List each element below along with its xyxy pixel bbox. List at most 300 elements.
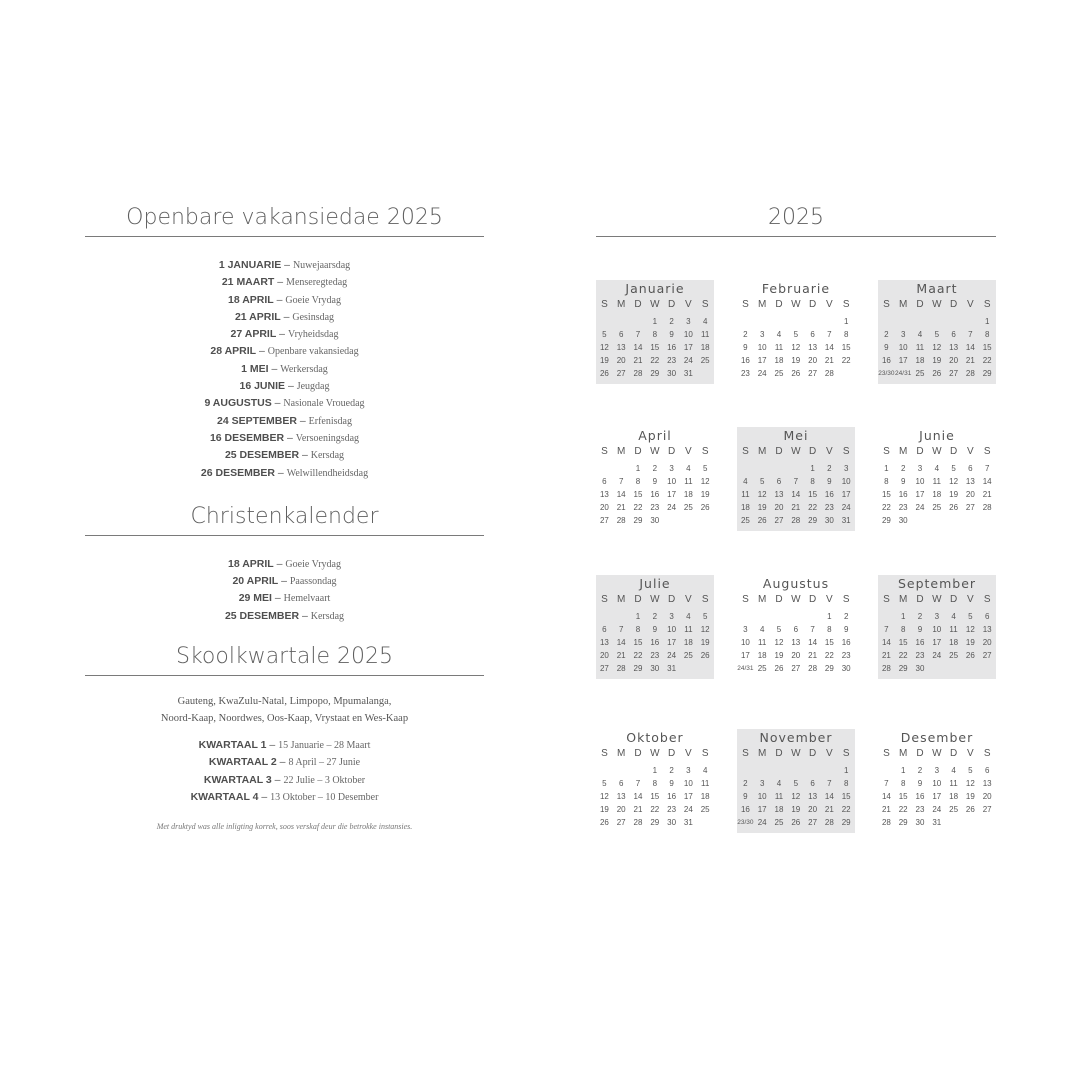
day-cell: 7 bbox=[827, 330, 832, 339]
day-cell: 7 bbox=[984, 464, 990, 473]
day-cell: 16 bbox=[915, 638, 925, 647]
list-item bbox=[85, 430, 484, 447]
day-cell: 19 bbox=[965, 638, 975, 647]
weekday-label: W bbox=[650, 446, 660, 457]
weekday-label: S bbox=[701, 299, 709, 310]
day-cell: 3 bbox=[843, 464, 849, 473]
day-cell: 9 bbox=[652, 477, 658, 486]
item-date: 28 APRIL bbox=[210, 345, 257, 358]
week-row bbox=[878, 636, 996, 649]
day-cell: 20 bbox=[616, 356, 626, 365]
day-cell: 16 bbox=[667, 343, 677, 352]
weekday-header bbox=[878, 746, 996, 762]
day-cell: 13 bbox=[599, 638, 609, 647]
day-cell: 21 bbox=[824, 356, 834, 365]
day-cell: 7 bbox=[793, 477, 799, 486]
day-cell: 26 bbox=[599, 818, 609, 827]
day-cell: 7 bbox=[884, 625, 889, 634]
weekday-label: D bbox=[916, 446, 924, 457]
day-cell: 21 bbox=[824, 805, 834, 814]
month-september bbox=[878, 575, 996, 679]
day-cell: 5 bbox=[602, 779, 607, 788]
day-cell: 18 bbox=[949, 792, 959, 801]
day-cell: 3 bbox=[917, 464, 923, 473]
empty-day-cell bbox=[928, 662, 945, 675]
day-cell: 10 bbox=[932, 779, 942, 788]
day-cell: 5 bbox=[968, 766, 973, 775]
weekday-label: D bbox=[634, 299, 642, 310]
day-cell: 7 bbox=[635, 330, 641, 339]
day-cell: 2 bbox=[827, 464, 832, 473]
day-cell: 27 bbox=[982, 651, 992, 660]
day-cell: 18 bbox=[774, 805, 784, 814]
day-cell: 27 bbox=[982, 805, 992, 814]
week-row bbox=[737, 764, 855, 777]
item-date: KWARTAAL 4 bbox=[190, 790, 259, 803]
school-regions-line: Noord-Kaap, Noordwes, Oos-Kaap, Vrystaat en Wes-Kaap bbox=[160, 713, 409, 725]
day-cell: 16 bbox=[824, 490, 834, 499]
day-cell: 22 bbox=[898, 805, 908, 814]
week-row bbox=[737, 623, 855, 636]
school-regions bbox=[85, 693, 484, 727]
item-date: 21 APRIL bbox=[234, 310, 281, 323]
day-cell: 1 bbox=[884, 464, 889, 473]
weekday-label: W bbox=[650, 299, 660, 310]
day-cell: 18 bbox=[932, 490, 942, 499]
day-cell: 14 bbox=[633, 343, 643, 352]
day-cell: 20 bbox=[599, 503, 609, 512]
month-name: Oktober bbox=[626, 730, 684, 745]
day-cell: 14 bbox=[881, 638, 891, 647]
day-cell: 3 bbox=[686, 766, 691, 775]
day-cell: 28 bbox=[982, 503, 992, 512]
day-cell: 9 bbox=[843, 625, 849, 634]
day-cell: 18 bbox=[740, 503, 750, 512]
day-cell: 13 bbox=[774, 490, 784, 499]
weekday-label: W bbox=[932, 748, 942, 759]
christian-calendar-heading: Christenkalender bbox=[85, 499, 484, 536]
day-cell: 26 bbox=[791, 818, 801, 827]
day-cell: 30 bbox=[915, 818, 925, 827]
week-row bbox=[878, 315, 996, 328]
day-cell: 31 bbox=[667, 664, 677, 673]
day-cell: 5 bbox=[934, 330, 940, 339]
day-cell: 11 bbox=[701, 330, 710, 339]
empty-day-cell bbox=[787, 315, 804, 328]
weekday-label: W bbox=[932, 594, 942, 605]
weekday-label: V bbox=[967, 594, 974, 605]
item-date: 24 SEPTEMBER bbox=[217, 414, 297, 427]
weekday-label: D bbox=[775, 594, 783, 605]
day-cell: 2 bbox=[652, 464, 658, 473]
empty-day-cell bbox=[771, 315, 788, 328]
day-cell: 5 bbox=[968, 612, 973, 621]
month-november bbox=[737, 729, 855, 833]
day-cell: 6 bbox=[968, 464, 973, 473]
day-cell: 19 bbox=[700, 490, 710, 499]
item-separator: – bbox=[296, 414, 309, 427]
item-name: Kersdag bbox=[310, 610, 345, 622]
day-cell: 6 bbox=[618, 330, 624, 339]
day-cell: 6 bbox=[951, 330, 956, 339]
empty-day-cell bbox=[912, 514, 929, 527]
empty-day-cell bbox=[680, 662, 697, 675]
day-cell: 21 bbox=[982, 490, 992, 499]
weekday-label: V bbox=[685, 748, 692, 759]
day-cell: 6 bbox=[618, 779, 624, 788]
day-cell: 31 bbox=[683, 369, 693, 378]
weekday-label: W bbox=[791, 748, 801, 759]
day-cell: 13 bbox=[599, 490, 609, 499]
day-cell: 28 bbox=[808, 664, 818, 673]
week-row bbox=[737, 354, 855, 367]
empty-day-cell bbox=[737, 462, 754, 475]
day-cell: 22 bbox=[633, 651, 643, 660]
weekday-label: D bbox=[949, 299, 958, 310]
day-cell: 25 bbox=[683, 651, 693, 660]
day-cell: 14 bbox=[982, 477, 992, 486]
item-separator: – bbox=[275, 466, 287, 479]
day-cell: 24 bbox=[667, 503, 677, 512]
weekday-label: V bbox=[967, 446, 974, 457]
day-cell: 26 bbox=[599, 369, 609, 378]
calendar-year-title: 2025 bbox=[596, 200, 996, 237]
school-regions-line: Gauteng, KwaZulu-Natal, Limpopo, Mpumalanga, bbox=[177, 696, 392, 708]
day-cell: 13 bbox=[965, 477, 975, 486]
day-cell: 9 bbox=[669, 330, 674, 339]
weekday-label: S bbox=[601, 299, 608, 310]
empty-day-cell bbox=[979, 662, 996, 675]
day-cell: 15 bbox=[841, 792, 851, 801]
day-cell: 19 bbox=[599, 805, 609, 814]
day-cell: 7 bbox=[810, 625, 815, 634]
day-cell: 2 bbox=[669, 766, 674, 775]
item-separator: – bbox=[271, 773, 284, 786]
empty-day-cell bbox=[754, 462, 771, 475]
weekday-label: D bbox=[775, 446, 783, 457]
item-date: 27 APRIL bbox=[230, 328, 277, 341]
item-separator: – bbox=[271, 397, 284, 410]
weekday-label: W bbox=[650, 594, 660, 605]
list-item bbox=[85, 326, 484, 343]
weekday-label: W bbox=[791, 446, 801, 457]
weekday-label: D bbox=[949, 594, 958, 605]
list-item bbox=[85, 309, 484, 326]
week-row bbox=[596, 636, 714, 649]
month-name: April bbox=[638, 428, 672, 443]
day-cell: 21 bbox=[881, 805, 891, 814]
month-julie bbox=[596, 575, 714, 679]
day-cell: 3 bbox=[759, 330, 765, 339]
day-cell: 27 bbox=[808, 818, 818, 827]
day-cell: 7 bbox=[827, 779, 832, 788]
empty-day-cell bbox=[754, 610, 771, 623]
day-cell: 16 bbox=[667, 792, 677, 801]
day-cell: 8 bbox=[843, 779, 849, 788]
day-cell: 28 bbox=[824, 369, 834, 378]
day-cell: 15 bbox=[982, 343, 992, 352]
weekday-label: V bbox=[967, 748, 974, 759]
weekday-label: D bbox=[916, 748, 924, 759]
day-cell: 23 bbox=[824, 503, 834, 512]
weekday-header bbox=[596, 297, 714, 313]
weekday-label: S bbox=[742, 299, 749, 310]
weekday-label: M bbox=[758, 594, 767, 605]
weekday-label: D bbox=[775, 299, 783, 310]
week-row bbox=[596, 462, 714, 475]
empty-day-cell bbox=[945, 662, 962, 675]
item-name: Openbare vakansiedag bbox=[267, 346, 359, 358]
day-cell: 10 bbox=[757, 343, 767, 352]
day-cell: 25 bbox=[949, 651, 959, 660]
day-cell: 27 bbox=[965, 503, 975, 512]
day-cell: 16 bbox=[898, 490, 908, 499]
day-cell: 28 bbox=[616, 516, 626, 525]
day-cell: 16 bbox=[740, 356, 750, 365]
day-cell: 12 bbox=[932, 343, 942, 352]
week-row bbox=[596, 341, 714, 354]
day-cell: 22 bbox=[633, 503, 643, 512]
week-row bbox=[737, 367, 855, 380]
item-date: 26 DESEMBER bbox=[200, 466, 275, 479]
week-row bbox=[878, 777, 996, 790]
weekday-label: S bbox=[983, 748, 991, 759]
week-row bbox=[596, 662, 714, 675]
weekday-label: V bbox=[685, 594, 692, 605]
day-cell: 5 bbox=[702, 464, 708, 473]
weekday-header bbox=[596, 444, 714, 460]
day-cell: 10 bbox=[841, 477, 851, 486]
day-cell: 27 bbox=[949, 369, 959, 378]
day-cell: 24 bbox=[667, 651, 677, 660]
day-cell: 10 bbox=[667, 625, 677, 634]
weekday-header bbox=[878, 444, 996, 460]
day-cell: 27 bbox=[808, 369, 818, 378]
day-cell: 19 bbox=[965, 792, 975, 801]
week-row bbox=[737, 341, 855, 354]
day-cell: 8 bbox=[984, 330, 990, 339]
week-row bbox=[737, 475, 855, 488]
day-cell: 12 bbox=[965, 779, 975, 788]
weekday-label: M bbox=[899, 748, 908, 759]
day-cell: 29 bbox=[808, 516, 818, 525]
empty-day-cell bbox=[878, 764, 895, 777]
weekday-label: M bbox=[758, 748, 767, 759]
school-terms-list bbox=[85, 737, 484, 806]
week-row bbox=[596, 501, 714, 514]
day-cell: 13 bbox=[616, 343, 626, 352]
day-cell: 15 bbox=[898, 792, 908, 801]
month-name: Augustus bbox=[762, 576, 830, 591]
weekday-label: S bbox=[701, 748, 709, 759]
month-desember bbox=[878, 729, 996, 833]
empty-day-cell bbox=[962, 662, 979, 675]
month-mei bbox=[737, 427, 855, 531]
day-cell: 16 bbox=[915, 792, 925, 801]
day-cell: 24/31 bbox=[737, 665, 754, 672]
weekday-label: S bbox=[601, 446, 608, 457]
weekday-label: V bbox=[967, 299, 974, 310]
day-cell: 14 bbox=[965, 343, 975, 352]
day-cell: 29 bbox=[633, 516, 643, 525]
weekday-label: D bbox=[667, 299, 676, 310]
day-cell: 8 bbox=[884, 477, 889, 486]
day-cell: 25 bbox=[757, 664, 767, 673]
day-cell: 20 bbox=[616, 805, 626, 814]
weekday-label: D bbox=[949, 748, 958, 759]
item-separator: – bbox=[299, 609, 311, 622]
empty-day-cell bbox=[928, 315, 945, 328]
list-item bbox=[85, 789, 484, 806]
item-separator: – bbox=[268, 362, 281, 375]
public-holidays-list bbox=[85, 257, 484, 482]
empty-day-cell bbox=[838, 367, 855, 380]
weekday-label: W bbox=[791, 299, 801, 310]
week-row bbox=[878, 764, 996, 777]
day-cell: 28 bbox=[616, 664, 626, 673]
day-cell: 13 bbox=[616, 792, 626, 801]
day-cell: 9 bbox=[900, 477, 906, 486]
day-cell: 4 bbox=[686, 464, 691, 473]
day-cell: 30 bbox=[898, 516, 908, 525]
month-april bbox=[596, 427, 714, 531]
week-row bbox=[737, 462, 855, 475]
weekday-label: W bbox=[791, 594, 801, 605]
weekday-label: S bbox=[842, 299, 850, 310]
disclaimer-note: Met druktyd was alle inligting korrek, soos verskaf deur die betrokke instansies. bbox=[156, 822, 413, 832]
weekday-label: D bbox=[808, 446, 817, 457]
empty-day-cell bbox=[912, 315, 929, 328]
item-separator: – bbox=[280, 310, 293, 323]
week-row bbox=[596, 514, 714, 527]
day-cell: 20 bbox=[599, 651, 609, 660]
day-cell: 17 bbox=[667, 638, 677, 647]
empty-day-cell bbox=[804, 315, 821, 328]
day-cell: 4 bbox=[759, 625, 765, 634]
empty-day-cell bbox=[754, 764, 771, 777]
day-cell: 29 bbox=[982, 369, 992, 378]
weekday-header bbox=[737, 592, 855, 608]
day-cell: 6 bbox=[602, 477, 607, 486]
week-row bbox=[596, 475, 714, 488]
list-item bbox=[85, 556, 484, 573]
item-name: Gesinsdag bbox=[292, 311, 335, 323]
day-cell: 27 bbox=[599, 664, 609, 673]
day-cell: 12 bbox=[949, 477, 959, 486]
day-cell: 9 bbox=[917, 779, 923, 788]
day-cell: 10 bbox=[667, 477, 677, 486]
item-separator: – bbox=[278, 575, 290, 588]
weekday-header bbox=[737, 746, 855, 762]
day-cell: 6 bbox=[793, 625, 799, 634]
week-row bbox=[737, 514, 855, 527]
weekday-label: W bbox=[932, 446, 942, 457]
month-augustus bbox=[737, 575, 855, 679]
empty-day-cell bbox=[737, 315, 754, 328]
day-cell: 23 bbox=[650, 503, 660, 512]
day-cell: 3 bbox=[934, 766, 940, 775]
week-row bbox=[737, 488, 855, 501]
item-name: 22 Julie – 3 Oktober bbox=[283, 774, 366, 786]
day-cell: 17 bbox=[683, 792, 693, 801]
empty-day-cell bbox=[754, 315, 771, 328]
list-item bbox=[85, 590, 484, 607]
weekday-header bbox=[878, 297, 996, 313]
empty-day-cell bbox=[737, 610, 754, 623]
empty-day-cell bbox=[804, 764, 821, 777]
day-cell: 25 bbox=[915, 369, 925, 378]
item-date: 18 APRIL bbox=[228, 293, 274, 306]
day-cell: 2 bbox=[917, 766, 923, 775]
day-cell: 19 bbox=[774, 651, 784, 660]
weekday-label: S bbox=[842, 748, 850, 759]
empty-day-cell bbox=[787, 764, 804, 777]
day-cell: 1 bbox=[843, 766, 849, 775]
day-cell: 6 bbox=[776, 477, 782, 486]
day-cell: 24 bbox=[932, 651, 942, 660]
day-cell: 12 bbox=[791, 343, 801, 352]
list-item bbox=[85, 292, 484, 309]
day-cell: 14 bbox=[791, 490, 801, 499]
weekday-label: D bbox=[667, 748, 676, 759]
day-cell: 8 bbox=[652, 779, 658, 788]
day-cell: 23 bbox=[841, 651, 851, 660]
day-cell: 8 bbox=[843, 330, 849, 339]
item-name: Erfenisdag bbox=[308, 415, 352, 427]
day-cell: 4 bbox=[951, 612, 956, 621]
empty-day-cell bbox=[895, 315, 912, 328]
day-cell: 13 bbox=[791, 638, 801, 647]
empty-day-cell bbox=[962, 816, 979, 829]
item-date: 16 JUNIE bbox=[239, 380, 286, 393]
day-cell: 2 bbox=[917, 612, 923, 621]
week-row bbox=[878, 462, 996, 475]
weekday-label: S bbox=[742, 594, 749, 605]
day-cell: 15 bbox=[898, 638, 908, 647]
month-name: November bbox=[759, 730, 833, 745]
empty-day-cell bbox=[697, 514, 714, 527]
day-cell: 17 bbox=[932, 638, 942, 647]
week-row bbox=[596, 610, 714, 623]
day-cell: 11 bbox=[741, 490, 750, 499]
day-cell: 7 bbox=[618, 477, 624, 486]
day-cell: 29 bbox=[650, 818, 660, 827]
christian-calendar-list bbox=[85, 556, 484, 625]
day-cell: 19 bbox=[932, 356, 942, 365]
item-name: Jeugdag bbox=[296, 381, 330, 393]
day-cell: 22 bbox=[650, 805, 660, 814]
day-cell: 13 bbox=[949, 343, 959, 352]
day-cell: 28 bbox=[791, 516, 801, 525]
weekday-label: D bbox=[808, 748, 817, 759]
week-row bbox=[878, 649, 996, 662]
day-cell: 4 bbox=[951, 766, 956, 775]
day-cell: 12 bbox=[757, 490, 767, 499]
day-cell: 23 bbox=[740, 369, 750, 378]
week-row bbox=[737, 315, 855, 328]
day-cell: 29 bbox=[841, 818, 851, 827]
item-name: Vryheidsdag bbox=[287, 329, 339, 341]
day-cell: 8 bbox=[652, 330, 658, 339]
day-cell: 6 bbox=[984, 612, 990, 621]
list-item bbox=[85, 257, 484, 274]
weekday-label: D bbox=[916, 299, 924, 310]
week-row bbox=[596, 803, 714, 816]
item-name: Menseregtedag bbox=[286, 277, 348, 289]
weekday-label: M bbox=[617, 594, 626, 605]
item-separator: – bbox=[274, 276, 287, 289]
day-cell: 11 bbox=[932, 477, 941, 486]
